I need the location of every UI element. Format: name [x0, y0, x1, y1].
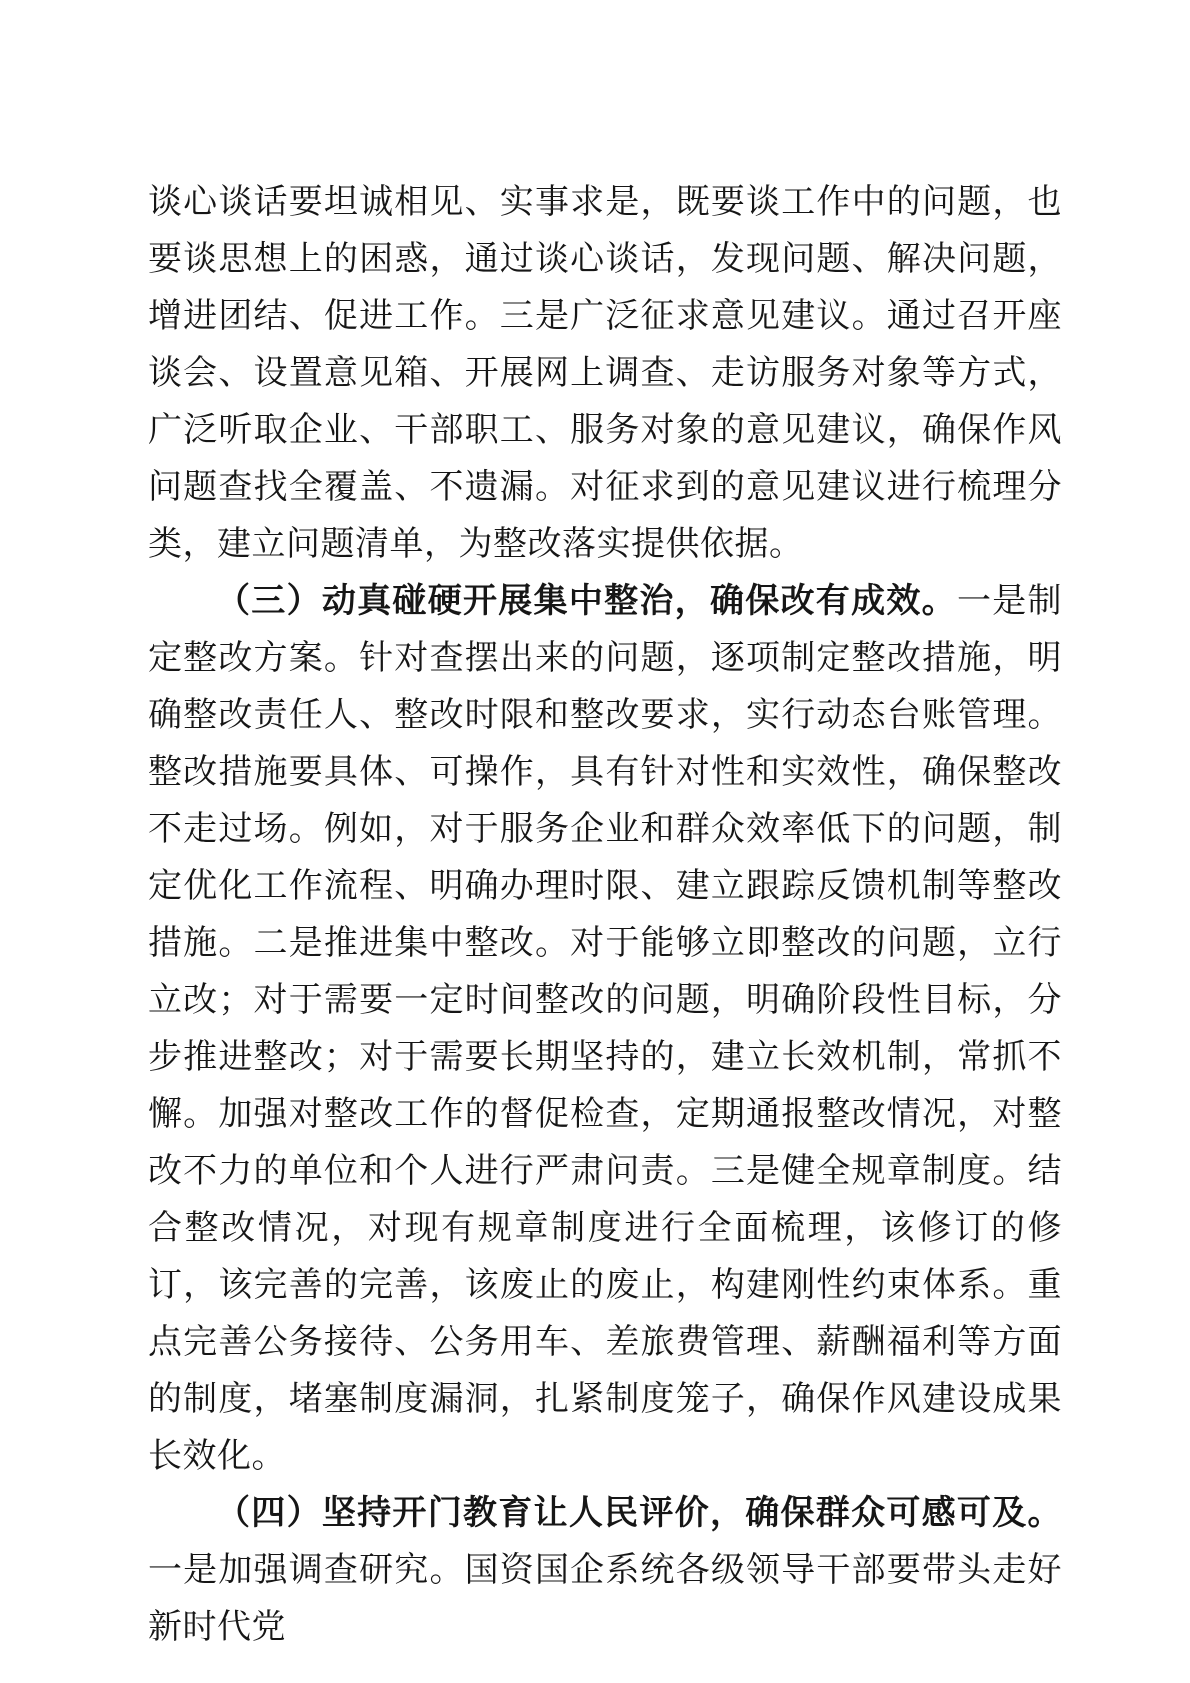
section-3-heading: （三）动真碰硬开展集中整治，确保改有成效。 — [216, 583, 957, 620]
section-4-body-text: 一是加强调查研究。国资国企系统各级领导干部要带头走好新时代党 — [148, 1552, 1062, 1646]
paragraph-continuation-text: 谈心谈话要坦诚相见、实事求是，既要谈工作中的问题，也要谈思想上的困惑，通过谈心谈话，发现问题、解决问题，增进团结、促进工作。三是广泛征求意见建议。通过召开座谈会、设置意见箱、开展网上调查、走访服务对象等方式，广泛听取企业、干部职工、服务对象的意见建议，确保作风问题查找全覆盖、不遗漏。对征求到的意见建议进行梳理分类，建立问题清单，为整改落实提供依据。 — [148, 184, 1062, 563]
paragraph-section-3 — [148, 573, 1062, 1485]
paragraph-section-4 — [148, 1485, 1062, 1656]
section-4-heading: （四）坚持开门教育让人民评价，确保群众可感可及。 — [216, 1495, 1062, 1532]
document-text-block — [148, 174, 1062, 1656]
paragraph-continuation — [148, 174, 1062, 573]
section-3-body-text: 一是制定整改方案。针对查摆出来的问题，逐项制定整改措施，明确整改责任人、整改时限和整改要求，实行动态台账管理。整改措施要具体、可操作，具有针对性和实效性，确保整改不走过场。例如，对于服务企业和群众效率低下的问题，制定优化工作流程、明确办理时限、建立跟踪反馈机制等整改措施。二是推进集中整改。对于能够立即整改的问题，立行立改；对于需要一定时间整改的问题，明确阶段性目标，分步推进整改；对于需要长期坚持的，建立长效机制，常抓不懈。加强对整改工作的督促检查，定期通报整改情况，对整改不力的单位和个人进行严肃问责。三是健全规章制度。结合整改情况，对现有规章制度进行全面梳理，该修订的修订，该完善的完善，该废止的废止，构建刚性约束体系。重点完善公务接待、公务用车、差旅费管理、薪酬福利等方面的制度，堵塞制度漏洞，扎紧制度笼子，确保作风建设成果长效化。 — [148, 583, 1063, 1475]
